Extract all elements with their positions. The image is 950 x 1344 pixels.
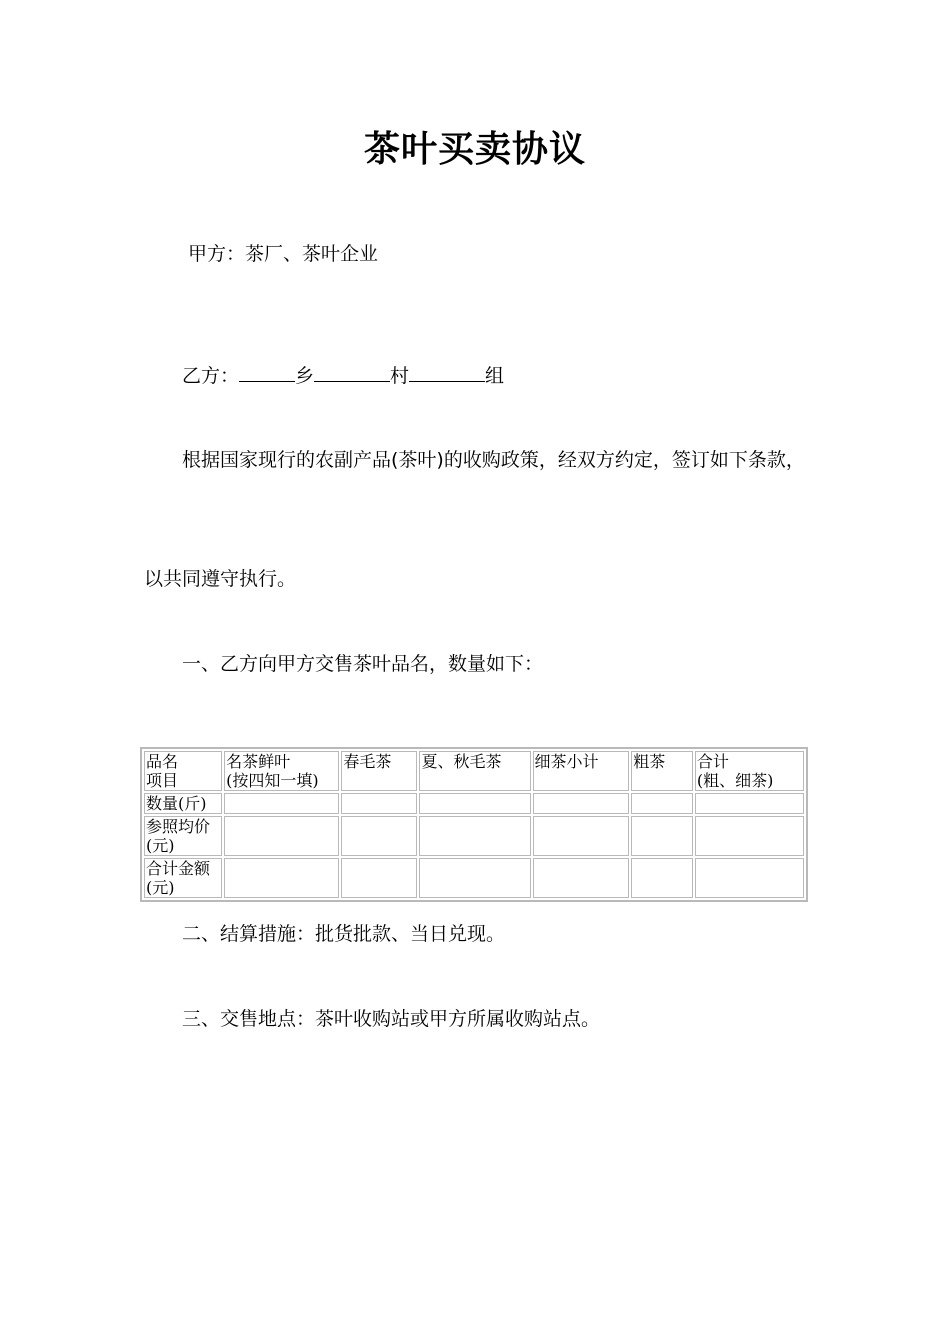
header-cell-summer-autumn-raw-tea: 夏、秋毛茶	[419, 751, 530, 791]
row-label-quantity: 数量(斤)	[144, 793, 222, 814]
table-row	[144, 858, 804, 898]
document-title: 茶叶买卖协议	[363, 129, 586, 170]
table-row	[144, 816, 804, 856]
table-cell	[419, 793, 530, 814]
table-cell	[419, 858, 530, 898]
table-cell	[224, 816, 339, 856]
table-cell	[224, 793, 339, 814]
party-b-zu: 组	[485, 365, 505, 387]
table-cell	[341, 793, 417, 814]
row-label-total-amount: 合计金额 (元)	[144, 858, 222, 898]
header-cell-coarse-tea: 粗茶	[631, 751, 693, 791]
blank-cun	[314, 361, 390, 382]
party-b-cun: 村	[390, 365, 410, 387]
tea-quantity-table	[140, 747, 808, 902]
header-cell-fine-tea-subtotal: 细茶小计	[533, 751, 630, 791]
table-cell	[631, 858, 693, 898]
table-cell	[695, 858, 804, 898]
party-b-xiang: 乡	[295, 365, 315, 387]
table-cell	[533, 793, 630, 814]
clause-3: 三、交售地点：茶叶收购站或甲方所属收购站点。	[182, 1008, 601, 1030]
table-cell	[419, 816, 530, 856]
header-cell-total: 合计 (粗、细茶)	[695, 751, 804, 791]
table-cell	[695, 793, 804, 814]
row-label-reference-price: 参照均价 (元)	[144, 816, 222, 856]
party-b-line	[182, 361, 504, 389]
table-cell	[224, 858, 339, 898]
table-cell	[631, 793, 693, 814]
table-header-row	[144, 751, 804, 791]
table-cell	[695, 816, 804, 856]
table-cell	[533, 858, 630, 898]
table-cell	[341, 816, 417, 856]
table-cell	[631, 816, 693, 856]
header-cell-spring-raw-tea: 春毛茶	[341, 751, 417, 791]
blank-xiang	[239, 361, 295, 382]
party-b-prefix: 乙方：	[182, 365, 240, 387]
header-cell-famous-fresh-leaf: 名茶鲜叶 (按四知一填)	[224, 751, 339, 791]
table-cell	[533, 816, 630, 856]
table-row	[144, 793, 804, 814]
blank-zu	[409, 361, 485, 382]
intro-line-2: 以共同遵守执行。	[144, 568, 297, 590]
party-a-line: 甲方：茶厂、茶叶企业	[188, 243, 379, 265]
intro-line-1: 根据国家现行的农副产品(茶叶)的收购政策，经双方约定，签订如下条款，	[182, 449, 805, 471]
header-cell-item: 品名 项目	[144, 751, 222, 791]
table-cell	[341, 858, 417, 898]
clause-2: 二、结算措施：批货批款、当日兑现。	[182, 923, 506, 945]
clause-1: 一、乙方向甲方交售茶叶品名，数量如下：	[182, 653, 544, 675]
